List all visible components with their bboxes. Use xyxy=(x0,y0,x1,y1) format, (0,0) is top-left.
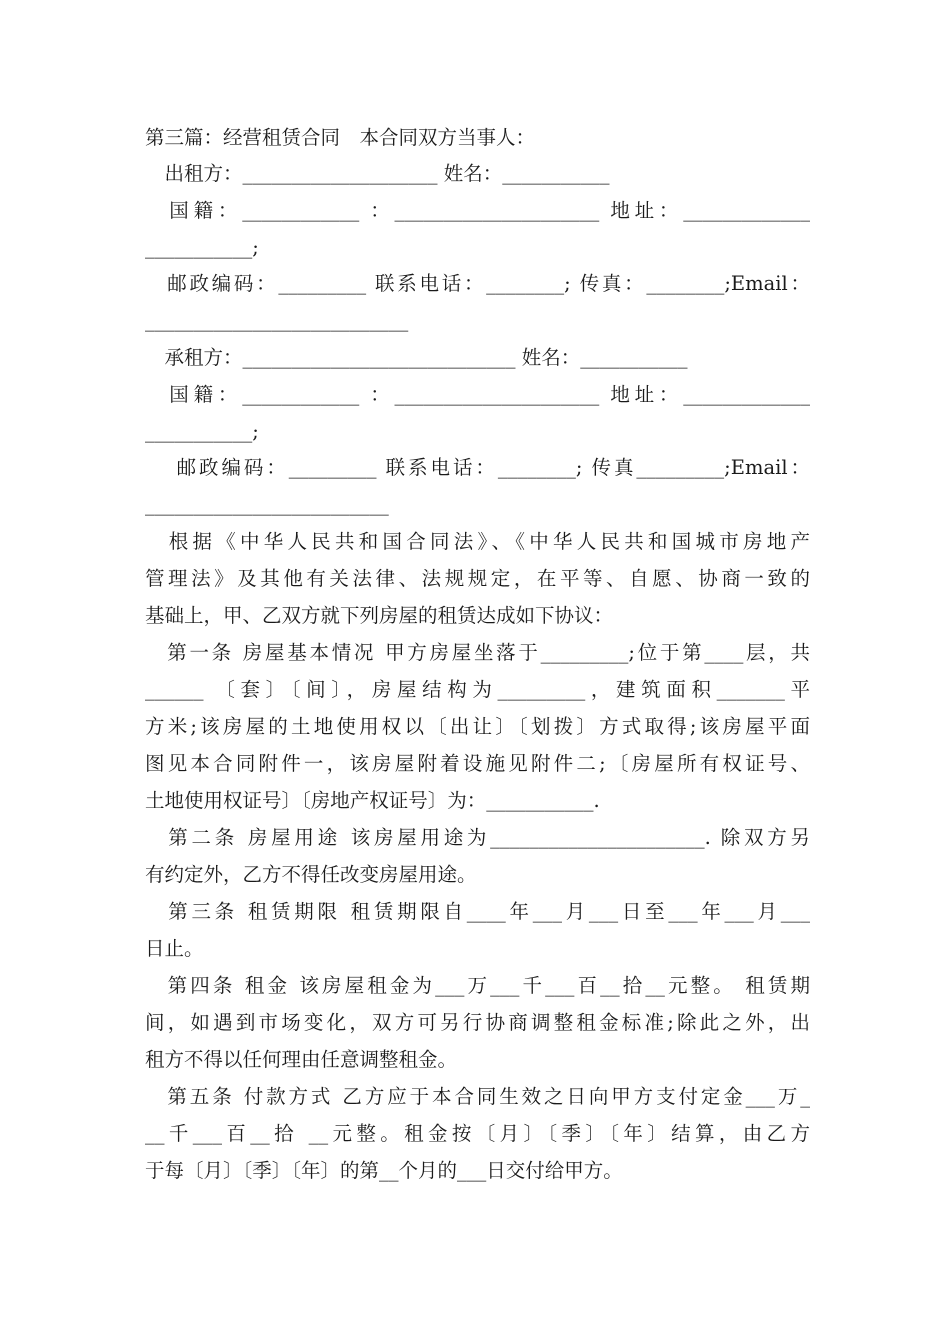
article-1-line-3: 方米;该房屋的土地使用权以〔出让〕〔划拨〕方式取得;该房屋平面 xyxy=(145,715,810,738)
lessee-name-line: 承租方：____________________________ 姓名：___________ xyxy=(145,346,688,369)
heading-title: 第三篇：经营租赁合同 本合同双方当事人： xyxy=(145,126,536,149)
lessor-nationality-line: 国籍：____________ ：_____________________ 地址：_____________ xyxy=(145,199,810,222)
preamble-line-3: 基础上，甲、乙双方就下列房屋的租赁达成如下协议： xyxy=(145,604,614,627)
lessee-email-cont: _________________________ xyxy=(145,493,389,516)
article-4-line-2: 间，如遇到市场变化，双方可另行协商调整租金标准;除此之外，出 xyxy=(145,1011,810,1034)
article-3-line-2: 日止。 xyxy=(145,937,204,960)
article-4-line-1: 第四条 租金 该房屋租金为___万___千___百__拾__元整。 租赁期 xyxy=(145,974,810,997)
article-1-line-2: ______ 〔套〕〔间〕，房屋结构为_________，建筑面积_______平 xyxy=(145,678,810,701)
lessor-name-line: 出租方：____________________ 姓名：___________ xyxy=(145,162,610,185)
lessor-address-cont: ___________; xyxy=(145,236,259,259)
article-1-line-1: 第一条 房屋基本情况 甲方房屋坐落于_________;位于第____层，共 xyxy=(145,641,810,664)
article-1-line-4: 图见本合同附件一，该房屋附着设施见附件二;〔房屋所有权证号、 xyxy=(145,752,810,775)
article-5-line-1: 第五条 付款方式 乙方应于本合同生效之日向甲方支付定金___万_ xyxy=(145,1085,810,1108)
article-2-line-1: 第二条 房屋用途 该房屋用途为______________________. 除双方另 xyxy=(145,826,810,849)
lessee-address-cont: ___________; xyxy=(145,420,259,443)
preamble-line-1: 根据《中华人民共和国合同法》、《中华人民共和国城市房地产 xyxy=(145,530,810,553)
article-4-line-3: 租方不得以任何理由任意调整租金。 xyxy=(145,1048,458,1071)
article-2-line-2: 有约定外，乙方不得任改变房屋用途。 xyxy=(145,863,477,886)
lessee-nationality-line: 国籍：____________ ：_____________________ 地址：_____________ xyxy=(145,383,810,406)
lessee-contact-line: 邮政编码：_________ 联系电话：________; 传真_________;Email： xyxy=(145,456,810,479)
preamble-line-2: 管理法》及其他有关法律、法规规定，在平等、自愿、协商一致的 xyxy=(145,567,810,590)
article-5-line-3: 于每〔月〕〔季〕〔年〕的第__个月的___日交付给甲方。 xyxy=(145,1159,623,1182)
article-1-line-5: 土地使用权证号〕〔房地产权证号〕为：___________. xyxy=(145,789,600,812)
article-5-line-2: __千___百__拾 __元整。租金按〔月〕〔季〕〔年〕结算，由乙方 xyxy=(145,1122,810,1145)
lessor-email-cont: ___________________________ xyxy=(145,309,409,332)
lessor-contact-line: 邮政编码：_________ 联系电话：________; 传真：________;Email： xyxy=(145,272,810,295)
article-3-line-1: 第三条 租赁期限 租赁期限自____年___月___日至___年___月___ xyxy=(145,900,810,923)
